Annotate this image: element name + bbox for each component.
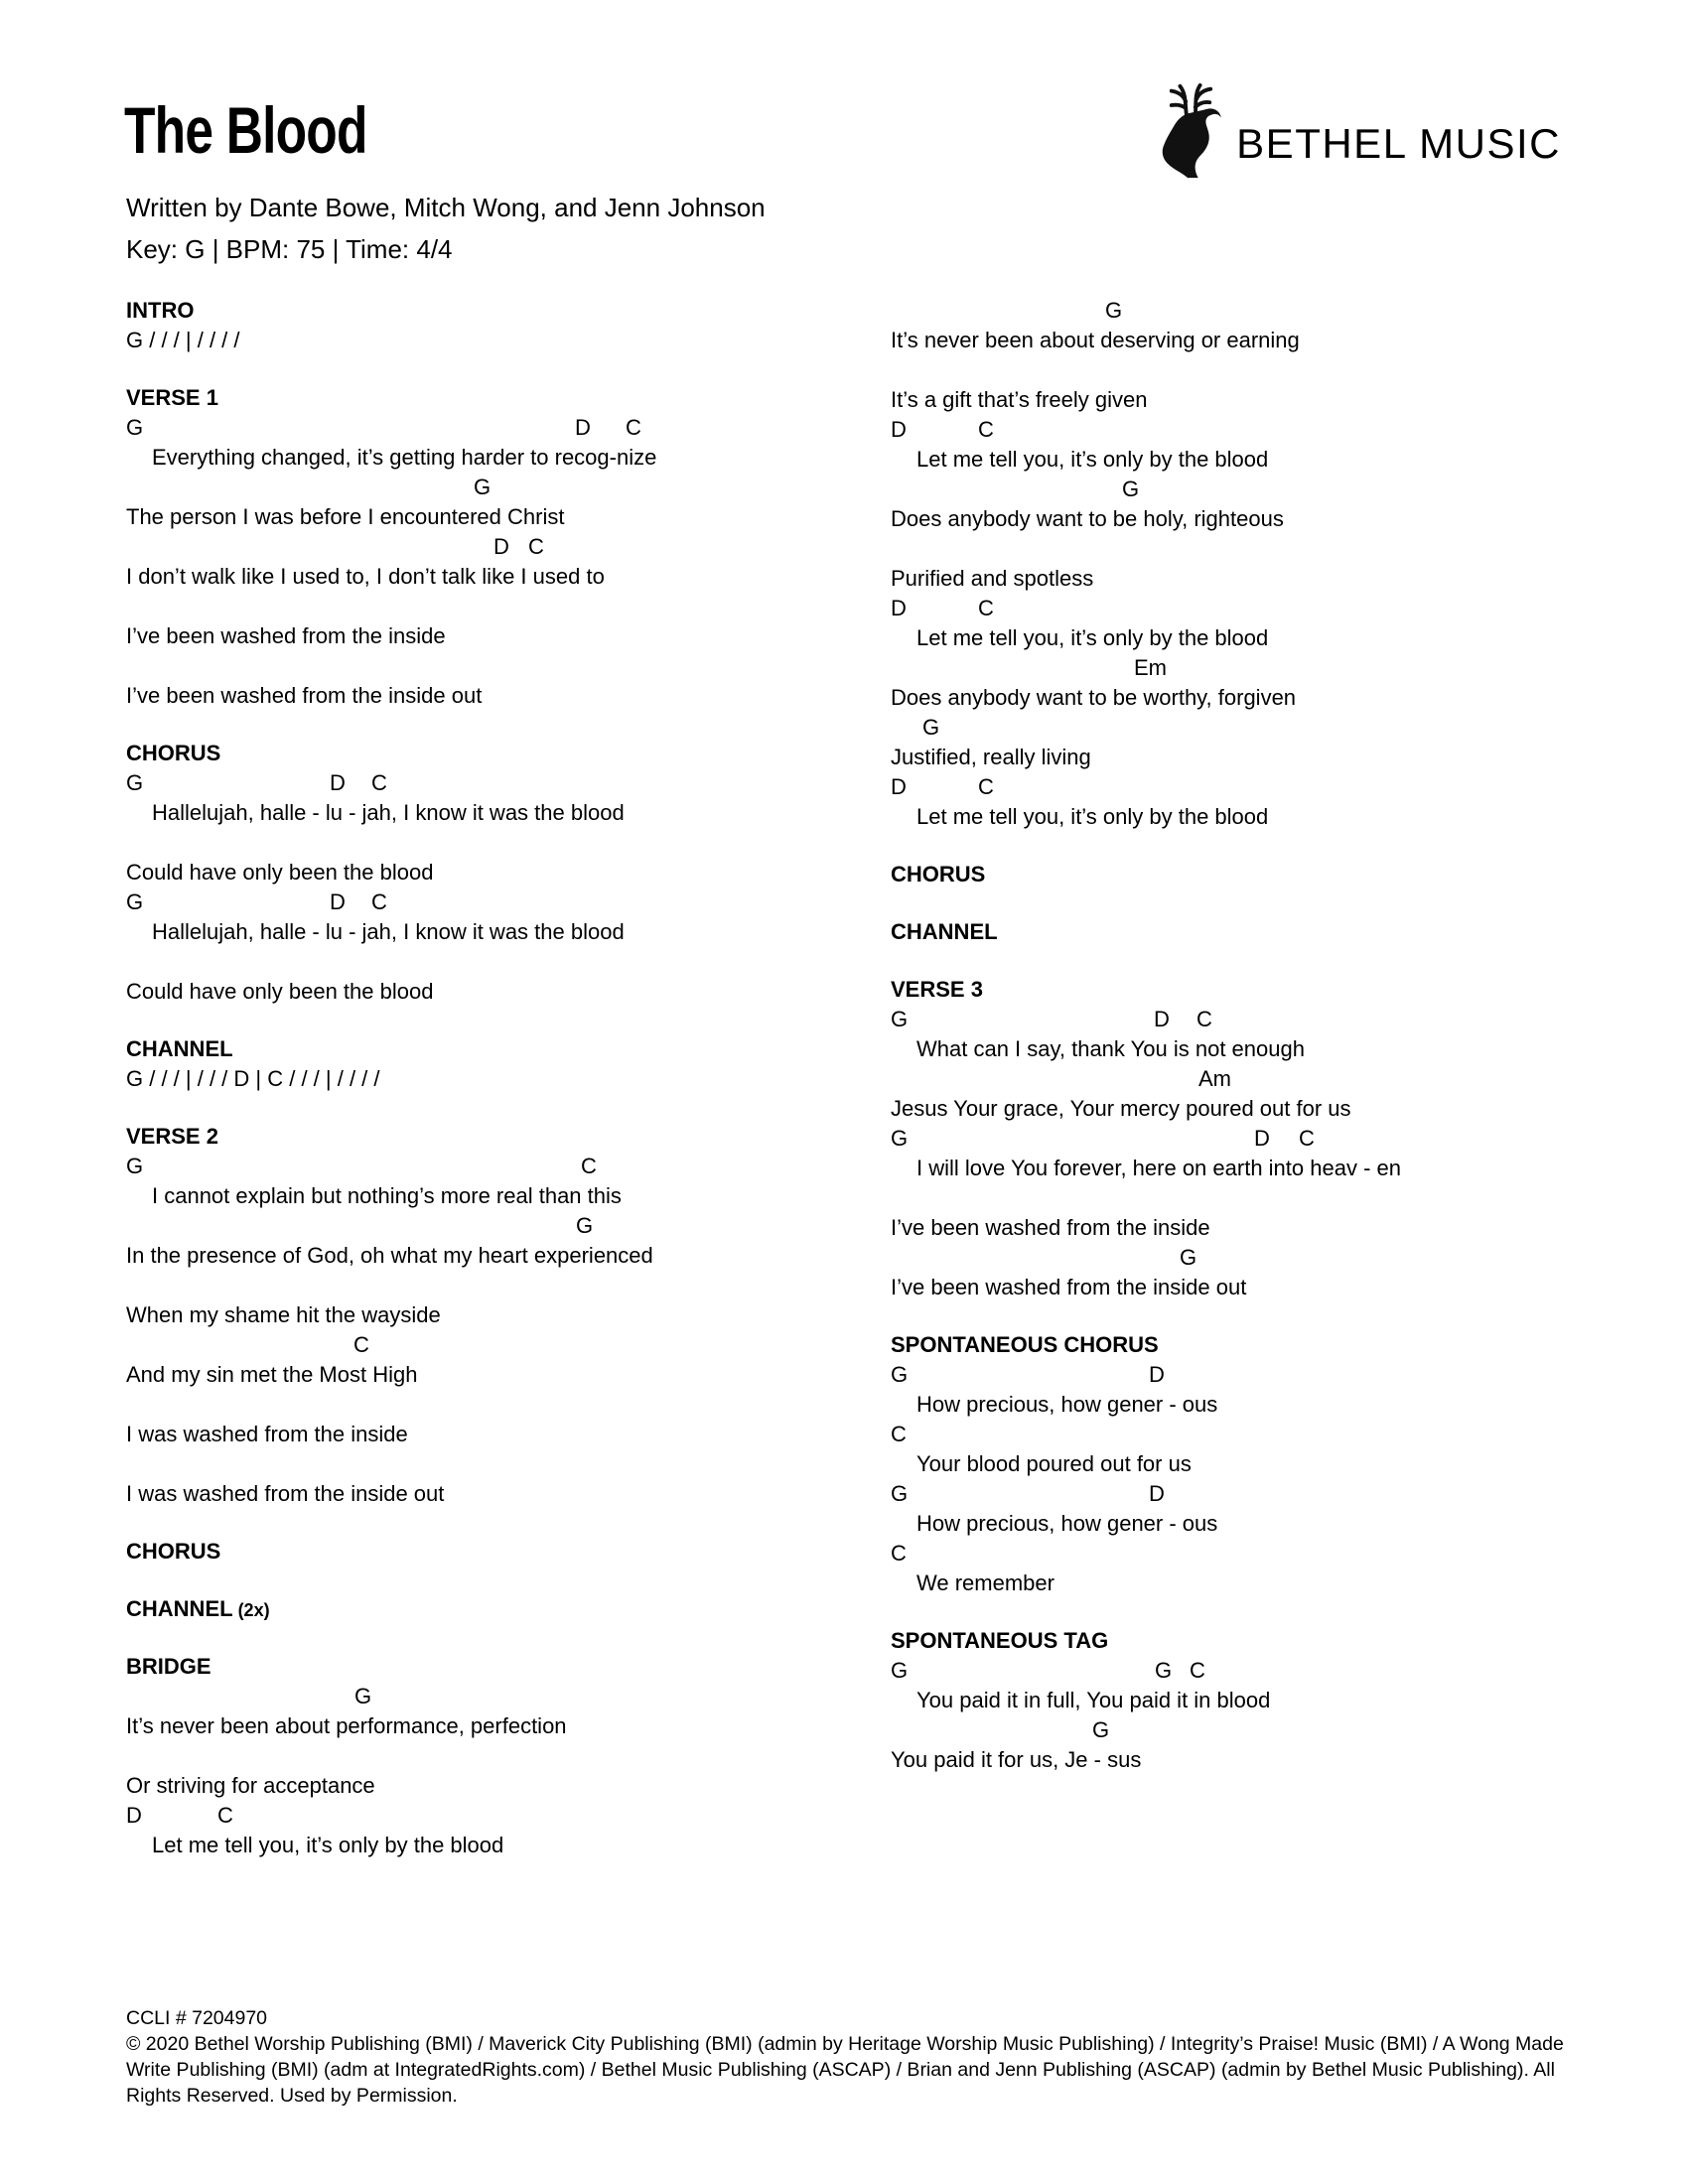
blank-line <box>126 651 772 681</box>
section-heading: SPONTANEOUS TAG <box>891 1628 1109 1653</box>
lyric-line: I was washed from the inside out <box>126 1481 445 1506</box>
chord: G <box>891 1658 909 1683</box>
song-section <box>891 296 1566 832</box>
chord-line <box>891 415 1566 445</box>
lyric-line: It’s a gift that’s freely given <box>891 387 1148 412</box>
section-heading: SPONTANEOUS CHORUS <box>891 1332 1159 1357</box>
bars-line: G / / / | / / / / <box>126 328 240 352</box>
chord-line <box>891 1479 1566 1509</box>
chord: G <box>474 475 492 499</box>
lyric-line: I will love You forever, here on earth into heav - en <box>916 1156 1401 1180</box>
chord: D <box>1154 1007 1170 1031</box>
chord: D <box>330 770 346 795</box>
chord-line <box>891 772 1566 802</box>
chord: G <box>891 1362 909 1387</box>
chord: C <box>371 889 387 914</box>
song-section <box>891 975 1566 1302</box>
chord-line <box>126 532 772 562</box>
lyric-line: And my sin met the Most High <box>126 1362 418 1387</box>
chord: D <box>575 415 591 440</box>
lyric-line: Purified and spotless <box>891 566 1094 591</box>
chord-line <box>891 653 1566 683</box>
ccli-number: CCLI # 7204970 <box>126 2007 268 2029</box>
lyric-line: Let me tell you, it’s only by the blood <box>916 447 1269 472</box>
chord-line <box>126 1330 772 1360</box>
blank-line <box>126 1741 772 1771</box>
lyric-line: How precious, how gener - ous <box>916 1511 1218 1536</box>
lyric-line: Hallelujah, halle - lu - jah, I know it was the blood <box>152 800 625 825</box>
section-heading: CHORUS <box>891 862 986 887</box>
right-column <box>891 296 1566 1775</box>
chord: C <box>353 1332 369 1357</box>
lyric-line: You paid it in full, You paid it in blood <box>916 1688 1271 1712</box>
lyric-line: You paid it for us, Je - sus <box>891 1747 1142 1772</box>
chord: G <box>891 1481 909 1506</box>
song-section <box>126 739 772 1007</box>
deer-stag-icon <box>1159 81 1222 181</box>
chord: D <box>1149 1481 1165 1506</box>
section-heading: VERSE 2 <box>126 1124 218 1149</box>
section-heading-suffix: (2x) <box>232 1600 270 1620</box>
section-heading: CHANNEL <box>891 919 998 944</box>
blank-line <box>126 947 772 977</box>
chord-line <box>126 473 772 502</box>
song-section <box>891 917 1566 947</box>
bethel-music-logo <box>1159 81 1561 181</box>
chord-line <box>891 1420 1566 1449</box>
song-section <box>891 860 1566 889</box>
chord: G <box>576 1213 594 1238</box>
lyric-line: In the presence of God, oh what my heart experienced <box>126 1243 653 1268</box>
lyric-line: I’ve been washed from the inside <box>126 623 446 648</box>
chord: C <box>371 770 387 795</box>
lyric-line: We remember <box>916 1570 1055 1595</box>
chord: C <box>978 596 994 620</box>
lyric-line: Let me tell you, it’s only by the blood <box>916 625 1269 650</box>
blank-line <box>126 828 772 858</box>
section-heading: BRIDGE <box>126 1654 211 1679</box>
chord: G <box>922 715 940 740</box>
lyric-line: Let me tell you, it’s only by the blood <box>152 1833 504 1857</box>
lyric-line: Could have only been the blood <box>126 860 434 885</box>
chord: C <box>1190 1658 1205 1683</box>
chord: D <box>493 534 509 559</box>
chord-line <box>126 768 772 798</box>
lyric-line: Everything changed, it’s getting harder to recog-nize <box>152 445 657 470</box>
copyright-notice: © 2020 Bethel Worship Publishing (BMI) / Maverick City Publishing (BMI) (admin by Heritage Worship Music Publishing) / Integrity’s Praise! Music (BMI) / A Wong Made Write Publishing (BMI) (adm at IntegratedRights.com) / Bethel Music Publishing (ASCAP) / Brian and Jenn Publishing (ASCAP) (admin by Bethel Music Publishing). All Rights Reserved. Used by Permission. <box>126 2033 1564 2107</box>
chord: C <box>626 415 641 440</box>
chord: G <box>1092 1717 1110 1742</box>
lyric-line: It’s never been about performance, perfection <box>126 1713 567 1738</box>
song-section <box>126 1034 772 1094</box>
chord: G <box>354 1684 372 1708</box>
page-title: The Blood <box>124 93 367 167</box>
song-section <box>891 1330 1566 1598</box>
chord: G <box>891 1007 909 1031</box>
blank-line <box>126 1390 772 1420</box>
chord: G <box>1122 477 1140 501</box>
lyric-line: When my shame hit the wayside <box>126 1302 441 1327</box>
bars-line: G / / / | / / / D | C / / / | / / / / <box>126 1066 380 1091</box>
chord-line <box>891 1005 1566 1034</box>
blank-line <box>126 1271 772 1300</box>
lyric-line: How precious, how gener - ous <box>916 1392 1218 1417</box>
song-section <box>891 1626 1566 1775</box>
brand-wordmark: BETHEL MUSIC <box>1236 120 1561 167</box>
lyric-line: Could have only been the blood <box>126 979 434 1004</box>
chord-line <box>891 475 1566 504</box>
lyric-line: I was washed from the inside <box>126 1422 408 1446</box>
chord: C <box>528 534 544 559</box>
chord: G <box>126 889 144 914</box>
section-heading: CHANNEL <box>126 1036 233 1061</box>
lyric-line: Your blood poured out for us <box>916 1451 1192 1476</box>
chord-line <box>891 1539 1566 1569</box>
left-column <box>126 296 772 1860</box>
chord: D <box>891 417 907 442</box>
chord-line <box>891 713 1566 743</box>
lyric-line: I cannot explain but nothing’s more real than this <box>152 1183 622 1208</box>
chord: D <box>891 774 907 799</box>
chord-line <box>126 1682 772 1711</box>
songwriters-byline: Written by Dante Bowe, Mitch Wong, and Jenn Johnson <box>126 193 766 222</box>
key-bpm-time-meta: Key: G | BPM: 75 | Time: 4/4 <box>126 234 453 264</box>
chord-line <box>891 296 1566 326</box>
footer <box>126 2005 1568 2109</box>
song-section <box>126 1537 772 1567</box>
section-heading: CHANNEL (2x) <box>126 1596 270 1621</box>
section-heading: CHORUS <box>126 741 221 765</box>
song-section <box>126 296 772 355</box>
chord-line <box>891 1064 1566 1094</box>
chord: D <box>891 596 907 620</box>
lyric-line: I’ve been washed from the inside out <box>126 683 483 708</box>
chord: G <box>126 415 144 440</box>
chord-line <box>126 887 772 917</box>
chord-line <box>126 1152 772 1181</box>
section-heading: CHORUS <box>126 1539 221 1564</box>
song-section <box>126 1652 772 1860</box>
chord: G <box>1105 298 1123 323</box>
song-section <box>126 383 772 711</box>
chord: C <box>891 1422 907 1446</box>
chord-line <box>891 1360 1566 1390</box>
blank-line <box>891 355 1566 385</box>
chord: C <box>217 1803 233 1828</box>
section-heading: VERSE 3 <box>891 977 983 1002</box>
chord-line <box>891 1715 1566 1745</box>
chord-line <box>126 1211 772 1241</box>
lyric-line: What can I say, thank You is not enough <box>916 1036 1305 1061</box>
chord: G <box>1180 1245 1197 1270</box>
lyric-line: Hallelujah, halle - lu - jah, I know it was the blood <box>152 919 625 944</box>
lyric-line: I’ve been washed from the inside out <box>891 1275 1247 1299</box>
chord: G <box>126 770 144 795</box>
lyric-line: Justified, really living <box>891 745 1091 769</box>
song-section <box>126 1122 772 1509</box>
chord: Em <box>1134 655 1167 680</box>
chord-line <box>891 1656 1566 1686</box>
blank-line <box>126 1449 772 1479</box>
lyric-line: I’ve been washed from the inside <box>891 1215 1210 1240</box>
lyric-line: Jesus Your grace, Your mercy poured out for us <box>891 1096 1351 1121</box>
section-heading: VERSE 1 <box>126 385 218 410</box>
chord: C <box>1299 1126 1315 1151</box>
chord: C <box>581 1154 597 1178</box>
chord: C <box>978 417 994 442</box>
chord: G <box>1155 1658 1173 1683</box>
chord: D <box>1254 1126 1270 1151</box>
chord-line <box>126 1801 772 1831</box>
chord: C <box>891 1541 907 1566</box>
chord-line <box>891 1124 1566 1154</box>
chord: D <box>1149 1362 1165 1387</box>
chord: G <box>126 1154 144 1178</box>
chord: D <box>126 1803 142 1828</box>
lyric-line: I don’t walk like I used to, I don’t talk like I used to <box>126 564 605 589</box>
chord-line <box>126 413 772 443</box>
chord-line <box>891 1243 1566 1273</box>
lyric-line: Or striving for acceptance <box>126 1773 375 1798</box>
chord: C <box>978 774 994 799</box>
chord-line <box>891 594 1566 623</box>
lyric-line: Does anybody want to be worthy, forgiven <box>891 685 1297 710</box>
chord: G <box>891 1126 909 1151</box>
song-section <box>126 1594 772 1624</box>
lyric-line: Does anybody want to be holy, righteous <box>891 506 1284 531</box>
lyric-line: Let me tell you, it’s only by the blood <box>916 804 1269 829</box>
section-heading: INTRO <box>126 298 195 323</box>
chord: Am <box>1198 1066 1231 1091</box>
lyric-line: The person I was before I encountered Christ <box>126 504 565 529</box>
blank-line <box>891 1183 1566 1213</box>
chord: C <box>1196 1007 1212 1031</box>
blank-line <box>126 592 772 621</box>
blank-line <box>891 534 1566 564</box>
lyric-line: It’s never been about deserving or earning <box>891 328 1300 352</box>
chord: D <box>330 889 346 914</box>
